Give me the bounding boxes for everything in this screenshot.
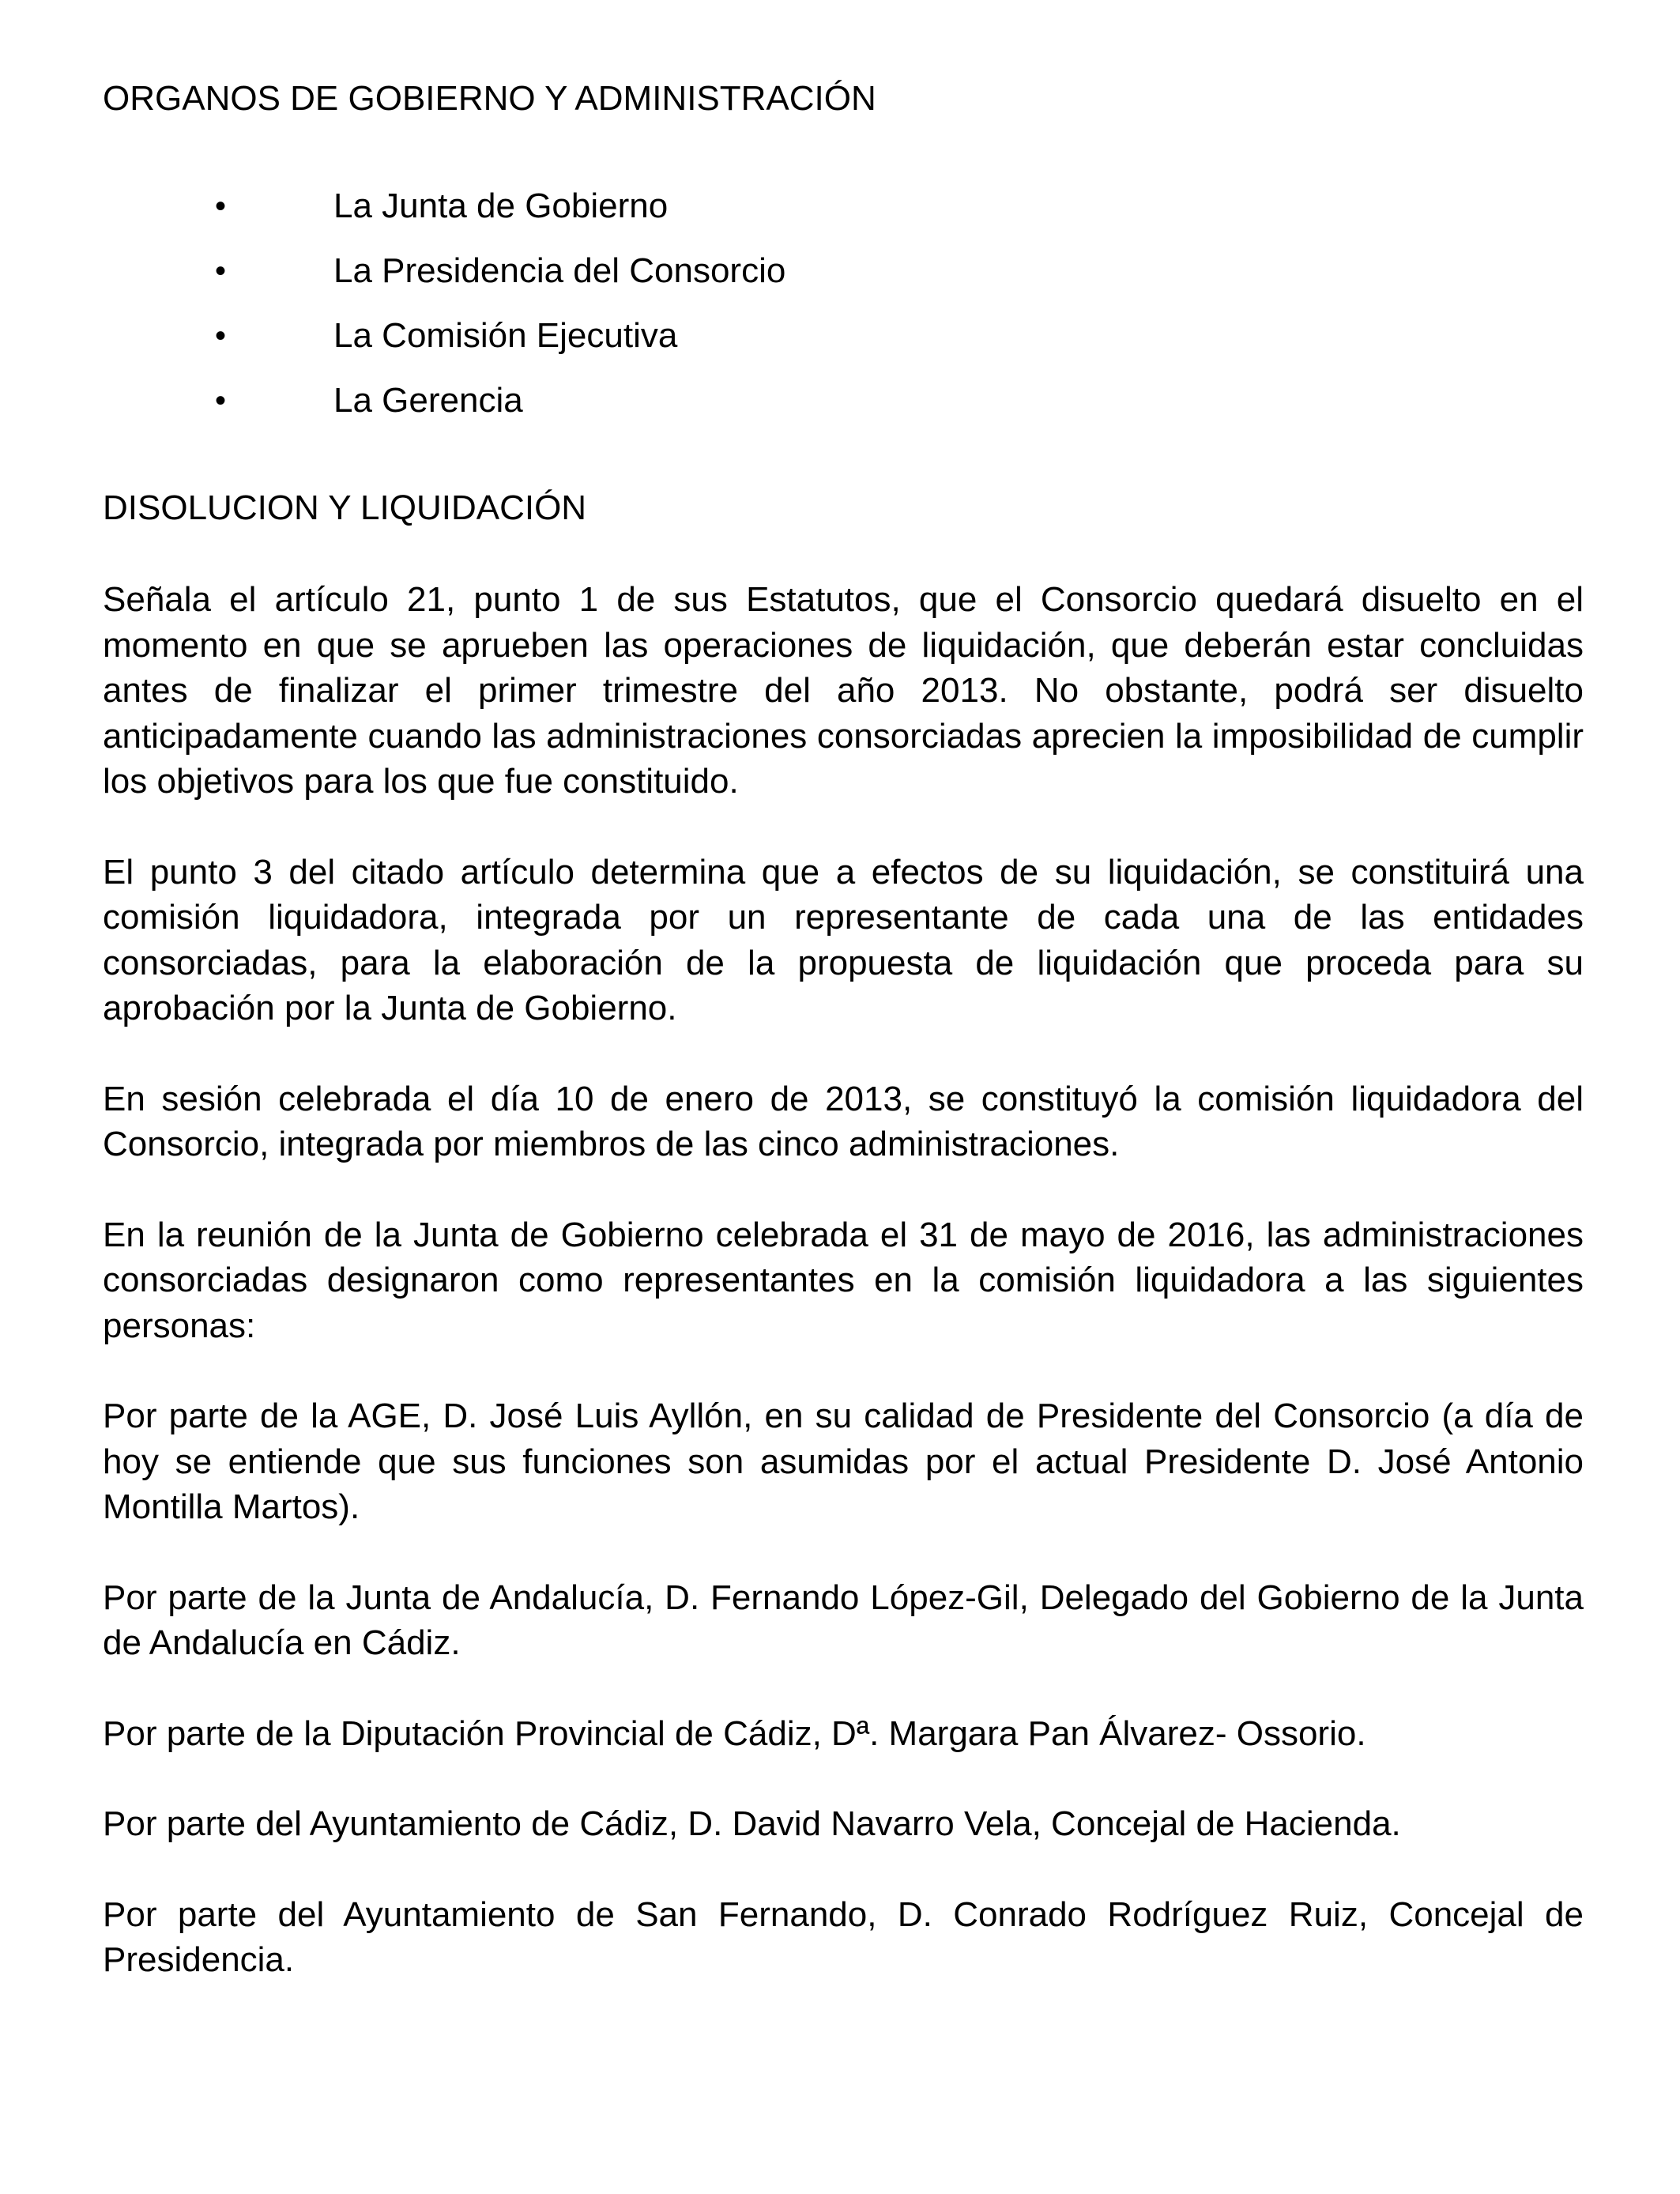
paragraph-estatutos: Señala el artículo 21, punto 1 de sus Estatutos, que el Consorcio quedará disuelto en el momento en que se aprueben las operaciones de liquidación, que deberán estar concluidas antes de finalizar el primer trimestre del año 2013. No obstante, podrá ser disuelto anticipadamente cuando las administraciones consorciadas aprecien la imposibilidad de cumplir los objetivos para los que fue constituido. (103, 580, 1584, 801)
list-item (103, 313, 1584, 359)
list-item-text: La Gerencia (333, 381, 523, 420)
list-item-text: La Presidencia del Consorcio (333, 251, 786, 290)
paragraph-representante-junta: Por parte de la Junta de Andalucía, D. Fernando López-Gil, Delegado del Gobierno de la Junta de Andalucía en Cádiz. (103, 1578, 1584, 1662)
paragraph-reunion-2016: En la reunión de la Junta de Gobierno celebrada el 31 de mayo de 2016, las administraciones consorciadas designaron como representantes en la comisión liquidadora a las siguientes personas: (103, 1215, 1584, 1345)
list-item-text: La Junta de Gobierno (333, 187, 669, 225)
paragraph-representante-diputacion: Por parte de la Diputación Provincial de Cádiz, Dª. Margara Pan Álvarez- Ossorio. (103, 1713, 1366, 1753)
list-item (103, 378, 1584, 424)
section-heading-disolucion: DISOLUCION Y LIQUIDACIÓN (103, 488, 587, 527)
paragraph-representante-ayto-san-fernando: Por parte del Ayuntamiento de San Fernando, D. Conrado Rodríguez Ruiz, Concejal de Presidencia. (103, 1894, 1584, 1979)
organos-list (103, 183, 1584, 424)
paragraph-representante-ayto-cadiz: Por parte del Ayuntamiento de Cádiz, D. David Navarro Vela, Concejal de Hacienda. (103, 1804, 1401, 1843)
bullet-icon: • (215, 189, 227, 224)
document-body (103, 76, 1584, 2028)
list-item (103, 183, 1584, 229)
bullet-icon: • (215, 254, 227, 288)
bullet-icon: • (215, 319, 227, 353)
paragraph-sesion-2013: En sesión celebrada el día 10 de enero de 2013, se constituyó la comisión liquidadora del Consorcio, integrada por miembros de las cinco administraciones. (103, 1079, 1584, 1163)
bullet-icon: • (215, 383, 227, 418)
list-item-text: La Comisión Ejecutiva (333, 316, 678, 355)
paragraph-comision-liquidadora: El punto 3 del citado artículo determina que a efectos de su liquidación, se constituirá una comisión liquidadora, integrada por un representante de cada una de las entidades consorciadas, para la elaboración de la propuesta de liquidación que proceda para su aprobación por la Junta de Gobierno. (103, 852, 1584, 1027)
list-item (103, 248, 1584, 294)
section-heading-organos: ORGANOS DE GOBIERNO Y ADMINISTRACIÓN (103, 79, 876, 118)
paragraph-representante-age: Por parte de la AGE, D. José Luis Ayllón, en su calidad de Presidente del Consorcio (a día de hoy se entiende que sus funciones son asumidas por el actual Presidente D. José Antonio Montilla Martos). (103, 1397, 1584, 1526)
